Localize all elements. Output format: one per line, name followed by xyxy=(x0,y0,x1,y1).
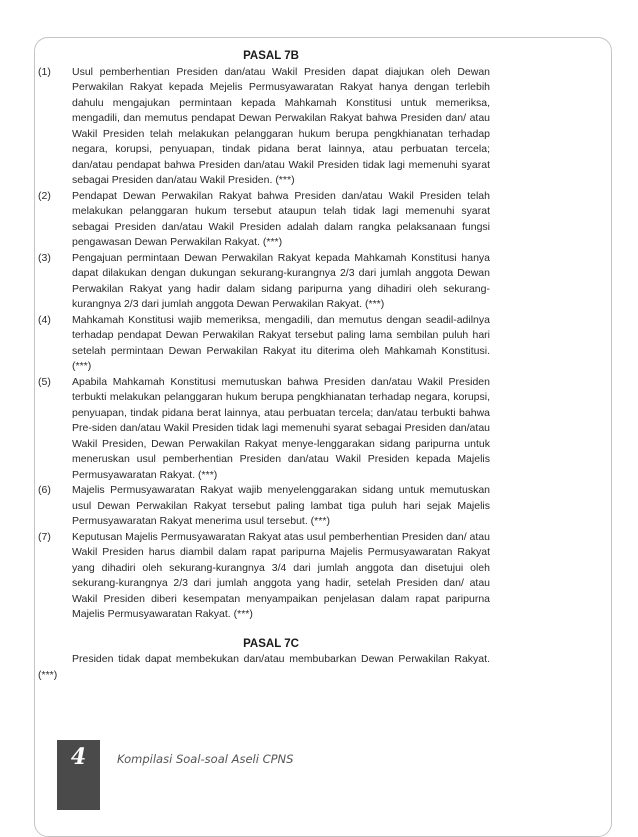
list-item xyxy=(38,313,490,375)
item-text: Keputusan Majelis Permusyawaratan Rakyat atas usul pemberhentian Presiden dan/ atau Wakil Presiden harus diambil dalam rapat paripurna Majelis Permusyawaratan Rakyat yang dihadiri oleh sekurang-kurangnya 3/4 dari jumlah anggota dan disetujui oleh sekurang-kurangnya 2/3 dari jumlah anggota yang hadir, setelah Presiden dan/ atau Wakil Presiden diberi kesempatan menyampaikan penjelasan dalam rapat paripurna Majelis Permusyawaratan Rakyat. (***) xyxy=(72,530,490,620)
pasal-7b-heading: PASAL 7B xyxy=(243,50,299,62)
item-number: (5) xyxy=(38,375,51,388)
item-text: Usul pemberhentian Presiden dan/atau Wakil Presiden dapat diajukan oleh Dewan Perwakilan Rakyat kepada Mejelis Permusyawaratan Rakyat hanya dengan terlebih dahulu mengajukan permintaan kepada Mahkamah Konstitusi untuk memeriksa, mengadili, dan memutus pendapat Dewan Perwakilan Rakyat bahwa Presiden dan/ atau Wakil Presiden telah melakukan pelanggaran hukum berupa pengkhianatan terhadap negara, korupsi, penyuapan, tindak pidana berat lainnya, atau perbuatan tercela; dan/atau pendapat bahwa Presiden dan/atau Wakil Presiden tidak lagi memenuhi syarat sebagai Presiden dan/atau Wakil Presiden. (***) xyxy=(72,65,490,186)
list-item xyxy=(38,530,490,623)
footer-book-title: Kompilasi Soal-soal Aseli CPNS xyxy=(117,752,294,766)
list-item xyxy=(38,375,490,484)
pasal-7c-paragraph: Presiden tidak dapat membekukan dan/atau membubarkan Dewan Perwakilan Rakyat. (***) xyxy=(38,653,490,681)
page-number: 4 xyxy=(70,744,87,770)
list-item xyxy=(38,189,490,251)
list-item xyxy=(38,65,490,189)
item-text: Pengajuan permintaan Dewan Perwakilan Rakyat kepada Mahkamah Konstitusi hanya dapat dilakukan dengan dukungan sekurang-kurangnya 2/3 dari jumlah anggota Dewan Perwakilan Rakyat yang hadir dalam sidang paripurna yang dihadiri oleh sekurang-kurangnya 2/3 dari jumlah anggota Dewan Perwakilan Rakyat. (***) xyxy=(72,251,490,310)
item-text: Apabila Mahkamah Konstitusi memutuskan bahwa Presiden dan/atau Wakil Presiden terbukti melakukan pelanggaran hukum berupa pengkhianatan terhadap negara, korupsi, penyuapan, tindak pidana berat lainnya, atau perbuatan tercela; dan/atau terbukti bahwa Pre-siden dan/atau Wakil Presiden tidak lagi memenuhi syarat sebagai Presiden dan/atau Wakil Presiden, Dewan Perwakilan Rakyat menye-lenggarakan sidang paripurna untuk meneruskan usul pemberhentian Presiden dan/atau Wakil Presiden kepada Majelis Permusyawaratan Rakyat. (***) xyxy=(72,375,490,481)
item-number: (1) xyxy=(38,65,51,78)
item-text: Mahkamah Konstitusi wajib memeriksa, mengadili, dan memutus dengan seadil-adilnya terhadap pendapat Dewan Perwakilan Rakyat tersebut paling lama sembilan puluh hari setelah permintaan Dewan Perwakilan Rakyat itu diterima oleh Mahkamah Konstitusi. (***) xyxy=(72,313,490,372)
list-item xyxy=(38,483,490,530)
item-number: (2) xyxy=(38,189,51,202)
document-body xyxy=(38,49,490,683)
item-text: Pendapat Dewan Perwakilan Rakyat bahwa Presiden dan/atau Wakil Presiden telah melakukan pelanggaran hukum tersebut ataupun telah tidak lagi memenuhi syarat sebagai Presiden dan/atau Wakil Presiden adalah dalam rangka pelaksanaan fungsi pengawasan Dewan Perwakilan Rakyat. (***) xyxy=(72,189,490,248)
pasal-7c-heading: PASAL 7C xyxy=(243,637,299,650)
item-number: (6) xyxy=(38,484,51,496)
item-number: (4) xyxy=(38,313,51,326)
item-number: (7) xyxy=(38,530,51,543)
item-text: Majelis Permusyawaratan Rakyat wajib menyelenggarakan sidang untuk memutuskan usul Dewan Perwakilan Rakyat tersebut paling lambat tiga puluh hari sejak Majelis Permusyawaratan Rakyat menerima usul tersebut. (***) xyxy=(72,484,490,527)
pasal-7b-list xyxy=(38,65,490,623)
item-number: (3) xyxy=(38,251,51,264)
list-item xyxy=(38,251,490,313)
